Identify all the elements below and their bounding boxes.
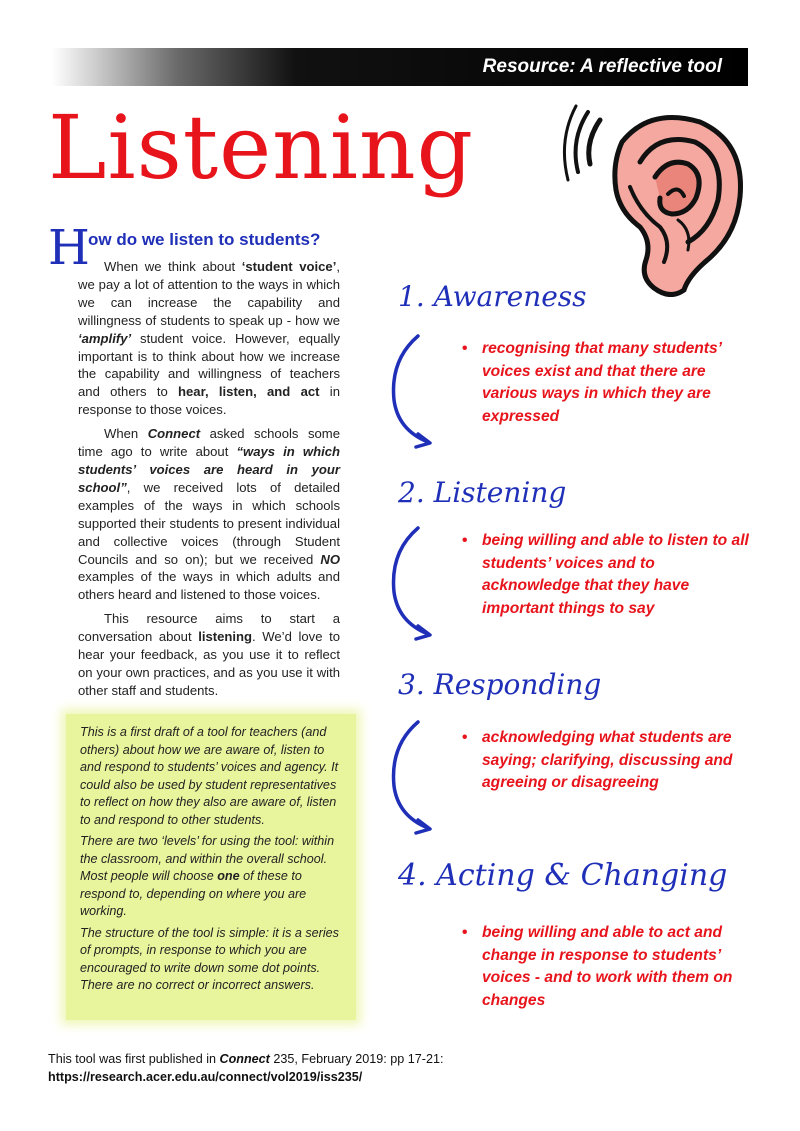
footer-citation: This tool was first published in Connect 235, February 2019: pp 17-21: https://research.acer.edu.au/connect/vol2019/iss235/ [48, 1050, 508, 1086]
intro-paragraph-3: This resource aims to start a conversation about listening. We’d love to hear your feedback, as you use it to reflect on your own practices, and as you use it with other staff and students. [78, 611, 340, 698]
draft-note-box [66, 714, 356, 1020]
footer-url[interactable]: https://research.acer.edu.au/connect/vol2019/iss235/ [48, 1070, 363, 1084]
ear-icon [560, 102, 760, 297]
level-2-list [460, 530, 750, 620]
note-paragraph-1: This is a first draft of a tool for teachers (and others) about how we are aware of, listen to and respond to students’ voices and agency. It could also be used by student representatives to reflect on how they also are aware of, listen to and respond to other students. [80, 725, 339, 827]
level-4-list [460, 922, 750, 1012]
curved-arrow-icon [388, 522, 438, 642]
header-label: Resource: A reflective tool [482, 56, 722, 77]
level-3-title: 3. Responding [398, 668, 602, 701]
note-paragraph-2: There are two ‘levels’ for using the tool: within the classroom, and within the overall school. Most people will choose one of these to respond to, depending on where you are working. [80, 834, 335, 918]
level-2-title: 2. Listening [398, 476, 567, 509]
intro-subheading: ow do we listen to students? [88, 230, 321, 249]
level-3-bullet: • acknowledging what students are saying; clarifying, discussing and agreeing or disagreeing [462, 729, 733, 791]
level-4-title: 4. Acting & Changing [398, 858, 728, 893]
intro-paragraph-1: When we think about ‘student voice’, we pay a lot of attention to the ways in which we can increase the capability and willingness of students to speak up - how we ‘amplify’ student voice. However, equally important is to think about how we increase the capability and willingness of teachers and others to hear, listen, and act in response to those voices. [78, 259, 340, 418]
drop-cap: H [48, 220, 90, 276]
header-bar [52, 48, 748, 86]
page-title: Listening [48, 96, 475, 199]
intro-body [78, 258, 340, 706]
level-1-bullet: • recognising that many students’ voices exist and that there are various ways in which they are expressed [462, 340, 722, 425]
level-2-bullet: • being willing and able to listen to all students’ voices and to acknowledge that they have important things to say [462, 532, 749, 617]
level-4-bullet: • being willing and able to act and change in response to students’ voices - and to work with them on changes [462, 924, 733, 1009]
level-3-list [460, 727, 750, 795]
level-1-list [460, 338, 750, 428]
intro-paragraph-2: When Connect asked schools some time ago to write about “ways in which students’ voices are heard in your school”, we received lots of detailed examples of the ways in which schools supported their students to present individual and collective voices (through Student Councils and so on); but we received NO examples of the ways in which adults and others heard and listened to those voices. [78, 426, 341, 603]
note-paragraph-3: The structure of the tool is simple: it is a series of prompts, in response to which you are encouraged to write down some dot points. There are no correct or incorrect answers. [80, 925, 339, 992]
level-1-title: 1. Awareness [398, 280, 587, 313]
curved-arrow-icon [388, 716, 438, 836]
curved-arrow-icon [388, 330, 438, 450]
